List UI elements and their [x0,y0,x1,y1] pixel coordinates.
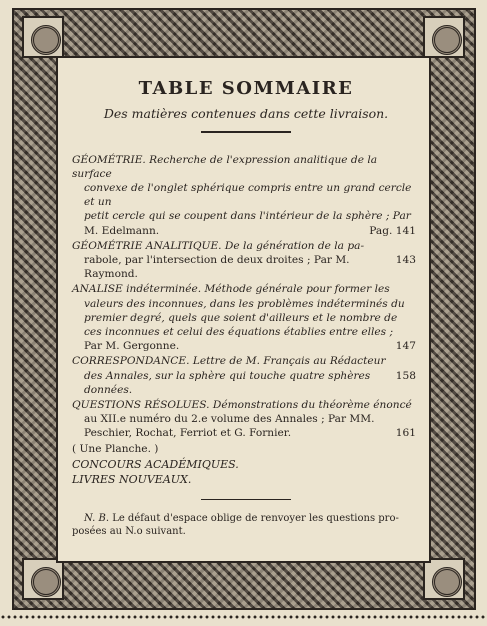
page-number: 158 [395,369,416,382]
entry-author: M. Edelmann. [84,224,160,237]
page-number: 147 [395,340,416,353]
page-number: 143 [395,253,416,266]
entry-text: Démonstrations du théorème énoncé [212,398,412,411]
subtitle: Des matières contenues dans cette livraison. [103,106,389,121]
entry-text: petit cercle qui se coupent dans l'intérieur de la sphère ; Par [84,210,411,223]
plate-note: ( Une Planche. ) [72,442,159,455]
section-livres: LIVRES NOUVEAUX. [72,472,192,486]
list-item [72,398,420,441]
dotted-rule [0,614,487,620]
entry-text: premier degré, quels que soient d'ailleurs et le nombre de [84,311,398,324]
note-text: Le défaut d'espace oblige de renvoyer les questions pro- [112,513,399,525]
list-item [72,282,420,353]
note-text: posées au N.o suivant. [72,526,186,538]
note-label: N. B. [84,513,109,525]
page-title: TABLE SOMMAIRE [138,78,354,99]
footnote [72,512,420,538]
entry-author: Peschier, Rochat, Ferriot et G. Fornier. [84,427,292,440]
list-item [72,153,420,238]
list-item [72,354,420,397]
section-concours: CONCOURS ACADÉMIQUES. [72,457,239,471]
entry-text: Méthode générale pour former les [204,283,390,296]
divider [201,131,291,133]
corner-rosette-icon [423,16,465,58]
corner-rosette-icon [423,558,465,600]
entry-text: au XII.e numéro du 2.e volume des Annales ; Par MM. [84,413,375,426]
page-number: 161 [395,427,416,440]
entry-heading: GÉOMÉTRIE ANALITIQUE. [72,239,222,252]
entry-text: rabole, par l'intersection de deux droites ; Par M. Raymond. [84,253,350,281]
divider [201,499,291,501]
corner-rosette-icon [22,16,64,58]
entry-text: convexe de l'onglet sphérique compris entre un grand cercle et un [84,181,412,209]
entry-text: ces inconnues et celui des équations établies entre elles ; [84,325,394,338]
entry-heading: QUESTIONS RÉSOLUES. [72,398,210,411]
table-of-contents [72,62,420,557]
entry-heading: ANALISE indéterminée. [72,283,202,296]
list-item [72,239,420,282]
entry-heading: CORRESPONDANCE. [72,355,190,368]
entry-heading: GÉOMÉTRIE. [72,153,146,166]
entry-list [72,153,420,487]
entry-text: des Annales, sur la sphère qui touche quatre sphères données. [84,369,371,396]
page-number: Pag. 141 [369,224,416,237]
entry-text: Lettre de M. Français au Rédacteur [192,355,386,368]
entry-text: Recherche de l'expression analitique de la surface [72,153,378,180]
entry-text: De la génération de la pa- [224,239,365,252]
entry-author: Par M. Gergonne. [84,340,180,353]
corner-rosette-icon [22,558,64,600]
entry-text: valeurs des inconnues, dans les problèmes indéterminés du [84,297,405,310]
